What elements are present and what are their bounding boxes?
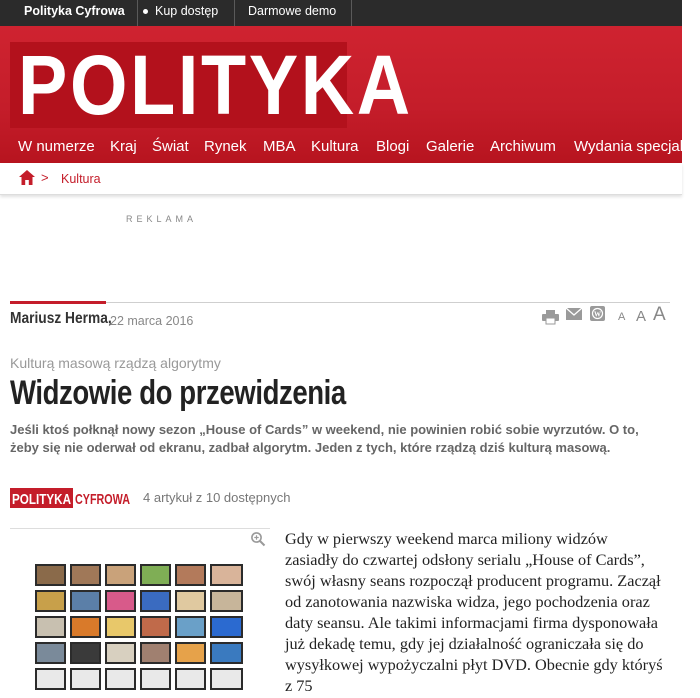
nav-item-mba[interactable]: MBA (263, 138, 296, 155)
article-lead: Jeśli ktoś połknął nowy sezon „House of Cards” w weekend, nie powinien robić sobie wyrzutów. O to, żeby się nie oderwał od ekranu, zadbał algorytm. Jeden z tych, które rządzą dziś kulturą masową. (10, 422, 639, 455)
divider (234, 0, 235, 26)
cyfrowa-logo-left: POLITYKA (12, 491, 72, 508)
nav-item-blogi[interactable]: Blogi (376, 138, 410, 155)
divider (351, 0, 352, 26)
bullet-icon (143, 9, 148, 14)
divider (10, 528, 270, 529)
nav-item-archiwum[interactable]: Archiwum (490, 138, 556, 155)
nav-item-galerie[interactable]: Galerie (426, 138, 475, 155)
cyfrowa-logo-right: CYFROWA (75, 491, 131, 508)
font-size-medium-button[interactable]: A (636, 308, 647, 325)
nav-item-rynek[interactable]: Rynek (204, 138, 247, 155)
breadcrumb-kultura[interactable]: Kultura (61, 172, 101, 186)
ad-label: REKLAMA (126, 214, 198, 224)
divider (10, 302, 670, 303)
publish-date: 22 marca 2016 (110, 314, 194, 328)
article-kicker: Kulturą masową rządzą algorytmy (10, 355, 221, 371)
polityka-cyfrowa-link[interactable]: Polityka Cyfrowa (24, 4, 125, 18)
article-title: Widzowie do przewidzenia (10, 374, 346, 412)
logo-text: POLITYKA (18, 38, 413, 132)
home-icon[interactable] (19, 170, 35, 185)
polityka-cyfrowa-logo[interactable] (10, 486, 131, 510)
breadcrumb-separator: > (41, 170, 49, 185)
divider-accent (10, 301, 106, 304)
main-nav (0, 134, 700, 162)
mail-icon[interactable] (566, 308, 582, 320)
nav-item-wydania-specjalne[interactable]: Wydania specjalne (574, 138, 700, 155)
buy-access-link[interactable]: Kup dostęp (155, 4, 219, 18)
article-body: Gdy w pierwszy weekend marca miliony widzów zasiadły do czwartej odsłony serialu „House of Cards”, swój własny seans rozpoczął producent programu. Zaczął od zanotowania nazwiska widza, jego pochodzenia oraz daty seansu. Ale takimi informacjami firma dysponowała już dekadę temu, gdy jej działalność ograniczała się do wysyłkowej wypożyczalni płyt DVD. Obecnie gdy któryś z 75 (285, 529, 663, 695)
paywall-counter: 4 artykuł z 10 dostępnych (143, 490, 291, 505)
font-size-large-button[interactable]: A (653, 304, 666, 325)
free-demo-link[interactable]: Darmowe demo (248, 4, 337, 18)
print-icon[interactable] (542, 307, 559, 327)
author-name[interactable]: Mariusz Herma, (10, 310, 112, 327)
top-bar (0, 0, 682, 26)
zoom-icon[interactable] (250, 531, 266, 547)
nav-item-kraj[interactable]: Kraj (110, 138, 137, 155)
nav-item-w-numerze[interactable]: W numerze (18, 138, 95, 155)
divider (137, 0, 138, 26)
font-size-small-button[interactable]: A (618, 311, 626, 323)
site-header (0, 26, 700, 163)
article-image[interactable] (10, 548, 270, 698)
wordpress-icon[interactable] (590, 306, 605, 321)
nav-item-swiat[interactable]: Świat (152, 138, 189, 155)
breadcrumb (0, 163, 682, 195)
svg-text:W: W (594, 310, 601, 319)
polityka-logo[interactable] (10, 38, 413, 132)
nav-item-kultura[interactable]: Kultura (311, 138, 359, 155)
